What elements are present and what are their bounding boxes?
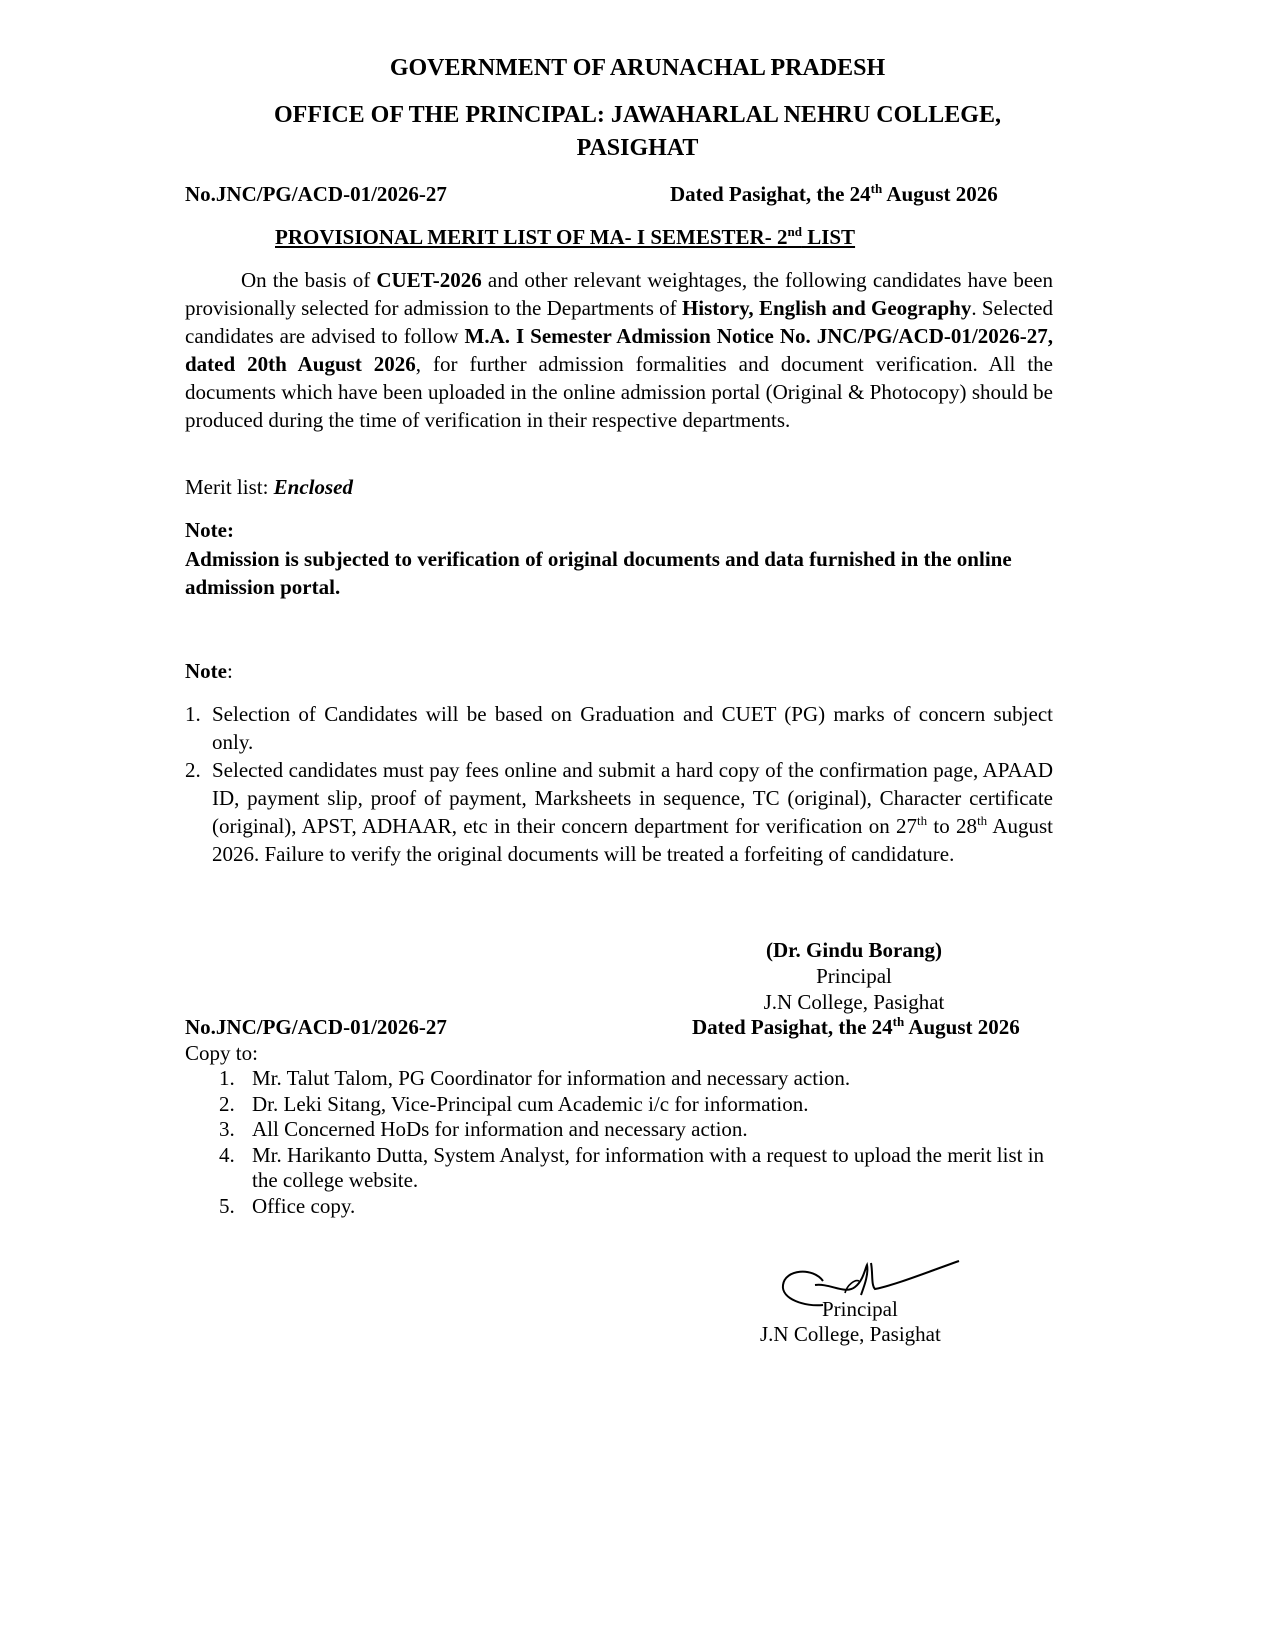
note-text: Admission is subjected to verification of original documents and data furnished in the online admission portal.	[185, 547, 1012, 599]
reference-number: No.JNC/PG/ACD-01/2026-27	[185, 182, 447, 206]
body-paragraph: On the basis of CUET-2026 and other relevant weightages, the following candidates have been provisionally selected for admission to the Departments of History, English and Geography. Selected candidates are advised to follow M.A. I Semester Admission Notice No. JNC/PG/ACD-01/2026-27, dated 20th August 2026, for further admission formalities and document verification. All the documents which have been uploaded in the online admission portal (Original & Photocopy) should be produced during the time of verification in their respective departments.	[185, 268, 1053, 432]
list-item: 4. Mr. Harikanto Dutta, System Analyst, for information with a request to upload the merit list in the college website.	[219, 1142, 1045, 1192]
signatory-name: (Dr. Gindu Borang)	[765, 938, 942, 962]
office-title-line1: OFFICE OF THE PRINCIPAL: JAWAHARLAL NEHRU COLLEGE,	[274, 102, 1001, 128]
merit-list-line: Merit list: Enclosed	[185, 475, 354, 499]
signatory-title: Principal	[816, 964, 892, 988]
list-item: 2. Dr. Leki Sitang, Vice-Principal cum Academic i/c for information.	[219, 1091, 809, 1116]
signature-block	[730, 937, 978, 1015]
copy-to-label: Copy to:	[185, 1041, 258, 1065]
list-item: 2. Selected candidates must pay fees online and submit a hard copy of the confirmation page, APAAD ID, payment slip, proof of payment, Marksheets in sequence, TC (original), Character certificate (original), APST, ADHAAR, etc in their concern department for verification on 27th to 28th August 2026. Failure to verify the original documents will be treated a forfeiting of candidature.	[185, 758, 1053, 866]
copy-reference-number: No.JNC/PG/ACD-01/2026-27	[185, 1015, 447, 1039]
subject-heading: PROVISIONAL MERIT LIST OF MA- I SEMESTER- 2nd LIST	[275, 224, 856, 249]
final-signatory-org: J.N College, Pasighat	[760, 1322, 941, 1346]
final-signatory-title: Principal	[822, 1297, 898, 1321]
list-item: 1. Selection of Candidates will be based on Graduation and CUET (PG) marks of concern subject only.	[185, 702, 1053, 754]
list-item: 3. All Concerned HoDs for information and necessary action.	[219, 1117, 748, 1141]
list-item: 5. Office copy.	[219, 1193, 356, 1218]
note2-list	[185, 700, 1053, 868]
note2-label: Note:	[185, 659, 233, 683]
signatory-org: J.N College, Pasighat	[763, 990, 945, 1014]
office-title-line2: PASIGHAT	[576, 135, 699, 161]
copy-reference-date: Dated Pasighat, the 24th August 2026	[692, 1014, 1020, 1039]
list-item: 1. Mr. Talut Talom, PG Coordinator for information and necessary action.	[219, 1066, 851, 1090]
note-label: Note:	[185, 518, 234, 542]
reference-date: Dated Pasighat, the 24th August 2026	[670, 181, 998, 206]
copy-to-list	[219, 1066, 1052, 1219]
government-title: GOVERNMENT OF ARUNACHAL PRADESH	[389, 55, 886, 81]
